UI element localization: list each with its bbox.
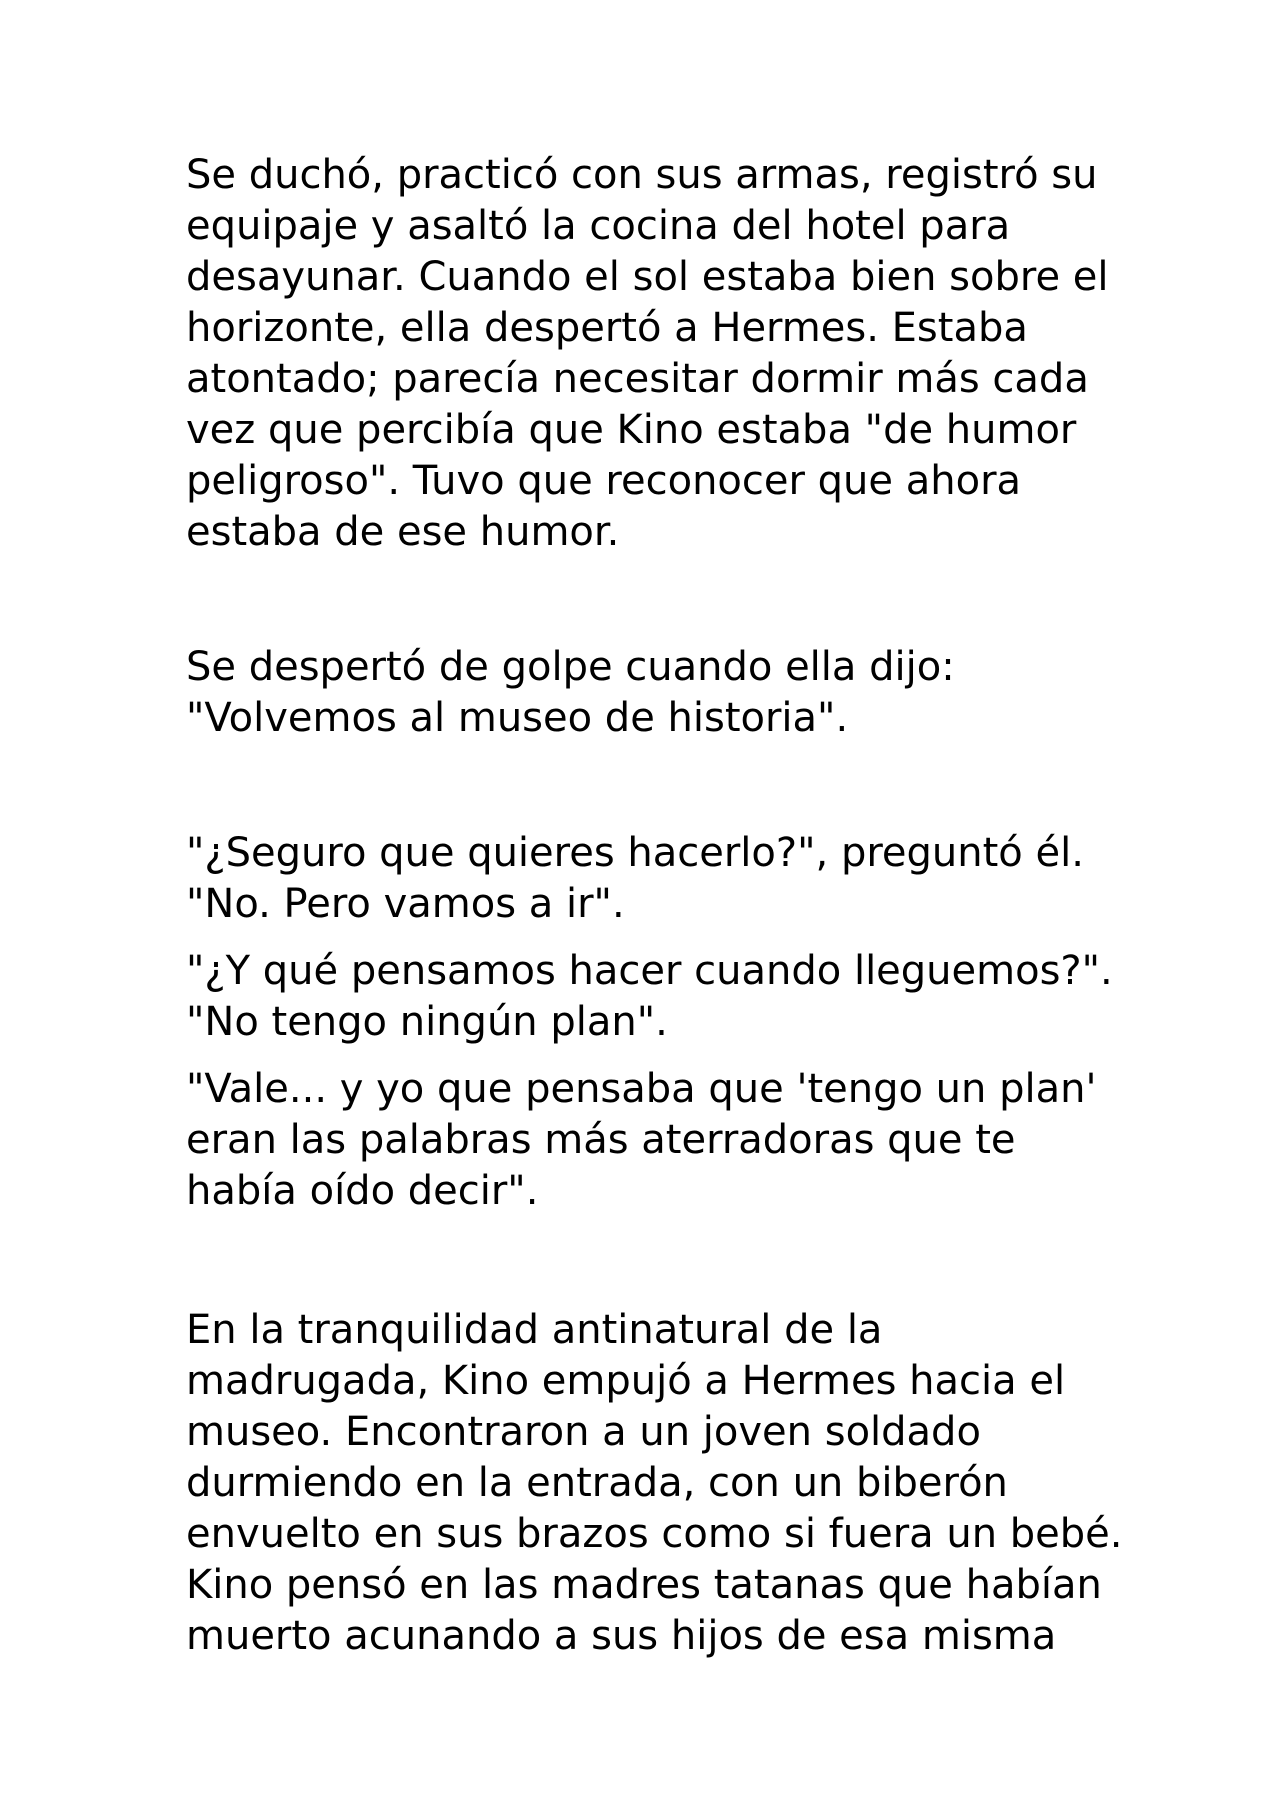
text-line: "Volvemos al museo de historia".: [186, 695, 849, 741]
paragraph-2: [186, 642, 1186, 744]
text-line: estaba de ese humor.: [186, 509, 620, 555]
text-line: muerto acunando a sus hijos de esa misma: [186, 1613, 1057, 1659]
text-line: Kino pensó en las madres tatanas que habían: [186, 1562, 1102, 1608]
text-line: había oído decir".: [186, 1168, 539, 1214]
text-line: desayunar. Cuando el sol estaba bien sobre el: [186, 254, 1109, 300]
text-line: madrugada, Kino empujó a Hermes hacia el: [186, 1358, 1066, 1404]
text-line: horizonte, ella despertó a Hermes. Estaba: [186, 305, 1028, 351]
text-line: Se despertó de golpe cuando ella dijo:: [186, 644, 955, 690]
document-body: [186, 150, 1186, 1662]
paragraph-5: [186, 1064, 1186, 1217]
paragraph-3: [186, 828, 1186, 930]
paragraph-1: [186, 150, 1186, 558]
text-line: museo. Encontraron a un joven soldado: [186, 1409, 981, 1455]
text-line: Se duchó, practicó con sus armas, registró su: [186, 152, 1098, 198]
paragraph-6: [186, 1305, 1186, 1662]
text-line: "No tengo ningún plan".: [186, 999, 668, 1045]
text-line: equipaje y asaltó la cocina del hotel para: [186, 203, 1011, 249]
paragraph-4: [186, 946, 1186, 1048]
text-line: eran las palabras más aterradoras que te: [186, 1117, 1016, 1163]
text-line: envuelto en sus brazos como si fuera un bebé.: [186, 1511, 1123, 1557]
text-line: "Vale... y yo que pensaba que 'tengo un plan': [186, 1066, 1097, 1112]
text-line: En la tranquilidad antinatural de la: [186, 1307, 883, 1353]
text-line: atontado; parecía necesitar dormir más cada: [186, 356, 1089, 402]
text-line: peligroso". Tuvo que reconocer que ahora: [186, 458, 1022, 504]
text-line: vez que percibía que Kino estaba "de humor: [186, 407, 1077, 453]
text-line: "¿Seguro que quieres hacerlo?", preguntó él.: [186, 830, 1084, 876]
text-line: "¿Y qué pensamos hacer cuando lleguemos?".: [186, 948, 1113, 994]
text-line: "No. Pero vamos a ir".: [186, 881, 625, 927]
text-line: durmiendo en la entrada, con un biberón: [186, 1460, 1008, 1506]
